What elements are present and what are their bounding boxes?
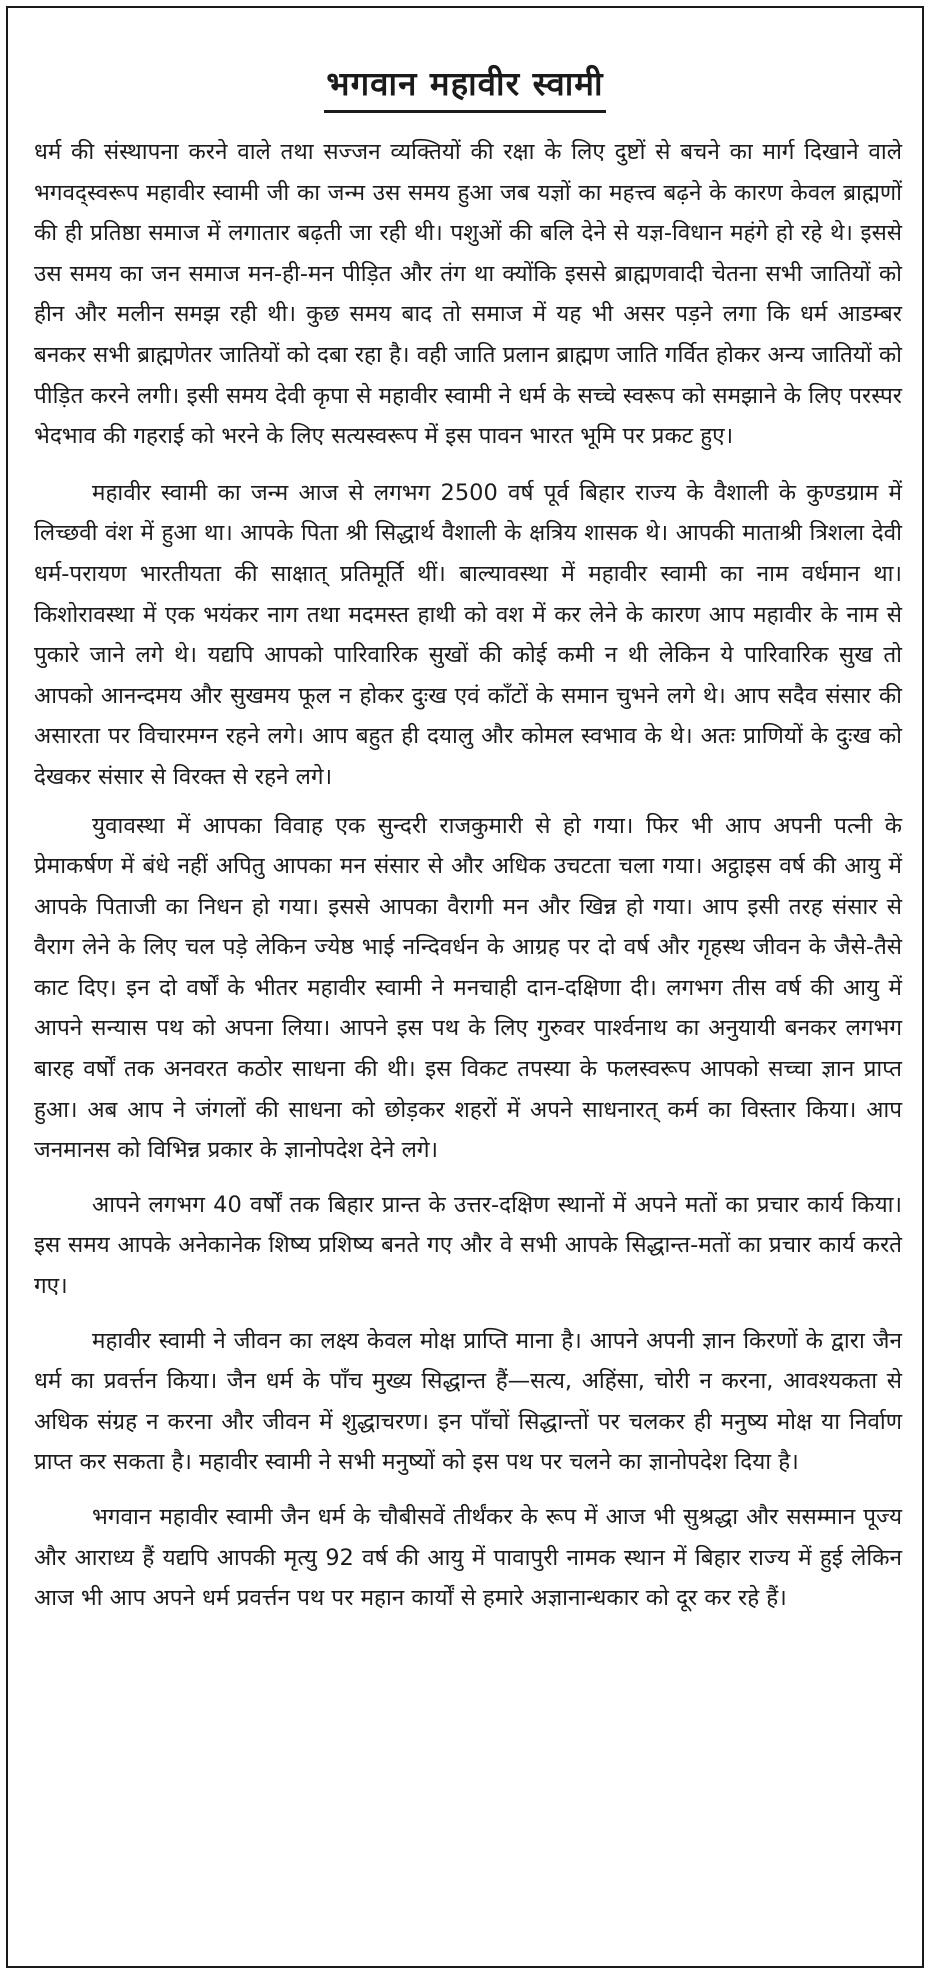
- paragraph-4: आपने लगभग 40 वर्षों तक बिहार प्रान्त के उत्तर-दक्षिण स्थानों में अपने मतों का प्रचार कार्य किया। इस समय आपके अनेकानेक शिष्य प्रशिष्य बनते गए और वे सभी आपके सिद्धान्त-मतों का प्रचार कार्य करते गए।: [34, 1191, 902, 1300]
- paragraph-6: भगवान महावीर स्वामी जैन धर्म के चौबीसवें तीर्थंकर के रूप में आज भी सुश्रद्धा और ससम्मान पूज्य और आराध्य हैं यद्यपि आपकी मृत्यु 92 वर्ष की आयु में पावापुरी नामक स्थान में बिहार राज्य में हुई लेकिन आज भी आप अपने धर्म प्रवर्त्तन पथ पर महान कार्यों से हमारे अज्ञानान्धकार को दूर कर रहे हैं।: [34, 1504, 902, 1612]
- paragraph-2: महावीर स्वामी का जन्म आज से लगभग 2500 वर्ष पूर्व बिहार राज्य के वैशाली के कुण्डग्राम में लिच्छवी वंश में हुआ था। आपके पिता श्री सिद्धार्थ वैशाली के क्षत्रिय शासक थे। आपकी माताश्री त्रिशला देवी धर्म-परायण भारतीयता की साक्षात् प्रतिमूर्ति थीं। बाल्यावस्था में महावीर स्वामी का नाम वर्धमान था। किशोरावस्था में एक भयंकर नाग तथा मदमस्त हाथी को वश में कर लेने के कारण आप महावीर के नाम से पुकारे जाने लगे थे। यद्यपि आपको पारिवारिक सुखों की कोई कमी न थी लेकिन ये पारिवारिक सुख तो आपको आनन्दमय और सुखमय फूल न होकर दुःख एवं काँटों के समान चुभने लगे थे। आप सदैव संसार की असारता पर विचारमग्न रहने लगे। आप बहुत ही दयालु और कोमल स्वभाव के थे। अतः प्राणियों के दुःख को देखकर संसार से विरक्त से रहने लगे।: [34, 479, 902, 790]
- page: [6, 6, 924, 1968]
- paragraph-5: महावीर स्वामी ने जीवन का लक्ष्य केवल मोक्ष प्राप्ति माना है। आपने अपनी ज्ञान किरणों के द्वारा जैन धर्म का प्रवर्त्तन किया। जैन धर्म के पाँच मुख्य सिद्धान्त हैं—सत्य, अहिंसा, चोरी न करना, आवश्यकता से अधिक संग्रह न करना और जीवन में शुद्धाचरण। इन पाँचों सिद्धान्तों पर चलकर ही मनुष्य मोक्ष या निर्वाण प्राप्त कर सकता है। महावीर स्वामी ने सभी मनुष्यों को इस पथ पर चलने का ज्ञानोपदेश दिया है।: [34, 1327, 902, 1476]
- page-title: भगवान महावीर स्वामी: [324, 60, 605, 113]
- paragraph-3: युवावस्था में आपका विवाह एक सुन्दरी राजकुमारी से हो गया। फिर भी आप अपनी पत्नी के प्रेमाकर्षण में बंधे नहीं अपितु आपका मन संसार से और अधिक उचटता चला गया। अट्ठाइस वर्ष की आयु में आपके पिताजी का निधन हो गया। इससे आपका वैरागी मन और खिन्न हो गया। आप इसी तरह संसार से वैराग लेने के लिए चल पड़े लेकिन ज्येष्ठ भाई नन्दिवर्धन के आग्रह पर दो वर्ष और गृहस्थ जीवन के जैसे-तैसे काट दिए। इन दो वर्षों के भीतर महावीर स्वामी ने मनचाही दान-दक्षिणा दी। लगभग तीस वर्ष की आयु में आपने सन्यास पथ को अपना लिया। आपने इस पथ के लिए गुरुवर पार्श्वनाथ का अनुयायी बनकर लगभग बारह वर्षों तक अनवरत कठोर साधना की थी। इस विकट तपस्या के फलस्वरूप आपको सच्चा ज्ञान प्राप्त हुआ। अब आप ने जंगलों की साधना को छोड़कर शहरों में अपने साधनारत् कर्म का विस्तार किया। आप जनमानस को विभिन्न प्रकार के ज्ञानोपदेश देने लगे।: [34, 812, 902, 1164]
- essay-body: [34, 132, 902, 1619]
- title-wrap: [8, 60, 922, 120]
- paragraph-1: धर्म की संस्थापना करने वाले तथा सज्जन व्यक्तियों की रक्षा के लिए दुष्टों से बचने का मार्ग दिखाने वाले भगवद्स्वरूप महावीर स्वामी जी का जन्म उस समय हुआ जब यज्ञों का महत्त्व बढ़ने के कारण केवल ब्राह्मणों की ही प्रतिष्ठा समाज में लगातार बढ़ती जा रही थी। पशुओं की बलि देने से यज्ञ-विधान महंगे हो रहे थे। इससे उस समय का जन समाज मन-ही-मन पीड़ित और तंग था क्योंकि इससे ब्राह्मणवादी चेतना सभी जातियों को हीन और मलीन समझ रही थी। कुछ समय बाद तो समाज में यह भी असर पड़ने लगा कि धर्म आडम्बर बनकर सभी ब्राह्मणेतर जातियों को दबा रहा है। वही जाति प्रलान ब्राह्मण जाति गर्वित होकर अन्य जातियों को पीड़ित करने लगी। इसी समय देवी कृपा से महावीर स्वामी ने धर्म के सच्चे स्वरूप को समझाने के लिए परस्पर भेदभाव की गहराई को भरने के लिए सत्यस्वरूप में इस पावन भारत भूमि पर प्रकट हुए।: [34, 139, 902, 450]
